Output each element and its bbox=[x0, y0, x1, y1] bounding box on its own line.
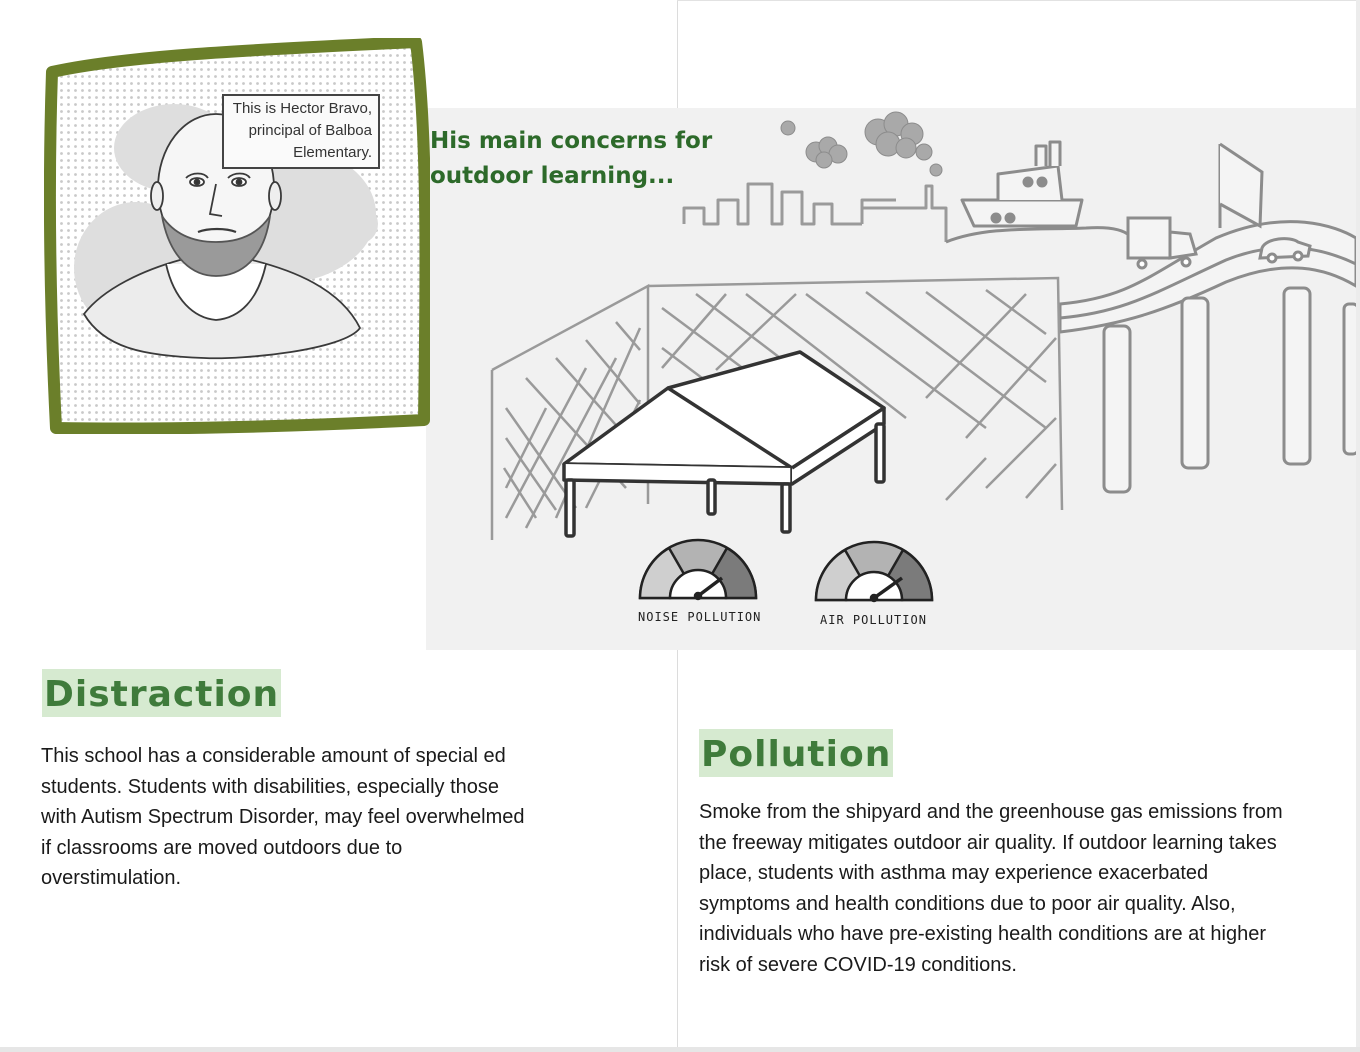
distraction-heading: Distraction bbox=[42, 669, 281, 717]
distraction-body: This school has a considerable amount of special ed students. Students with disabilities, especially those with Autism Spectrum Disorder, may feel overwhelmed if classrooms are moved outdoors due to overstimulation. bbox=[41, 745, 525, 890]
concerns-caption: His main concerns for outdoor learning... bbox=[430, 128, 713, 189]
principal-portrait bbox=[44, 38, 430, 434]
page-edge-bottom bbox=[0, 1047, 1360, 1052]
portrait-caption: This is Hector Bravo, principal of Balboa Elementary. bbox=[222, 94, 380, 169]
noise-pollution-label: NOISE POLLUTION bbox=[638, 610, 762, 624]
schoolyard-illustration bbox=[426, 108, 1356, 650]
pollution-body: Smoke from the shipyard and the greenhouse gas emissions from the freeway mitigates outdoor air quality. If outdoor learning takes place, students with asthma may experience exacerbated symptoms and health conditions due to poor air quality. Also, individuals who have pre-existing health conditions are at higher risk of severe COVID-19 conditions. bbox=[699, 801, 1283, 976]
smoke-clouds bbox=[781, 112, 942, 176]
page-edge-top bbox=[677, 0, 1360, 1]
air-pollution-gauge bbox=[816, 542, 932, 601]
air-pollution-label: AIR POLLUTION bbox=[820, 613, 927, 627]
ship bbox=[946, 142, 1130, 242]
freeway bbox=[1060, 144, 1356, 492]
pollution-heading: Pollution bbox=[699, 729, 893, 777]
page-edge-right bbox=[1356, 0, 1360, 1052]
tent bbox=[564, 352, 884, 536]
noise-pollution-gauge bbox=[640, 540, 756, 599]
